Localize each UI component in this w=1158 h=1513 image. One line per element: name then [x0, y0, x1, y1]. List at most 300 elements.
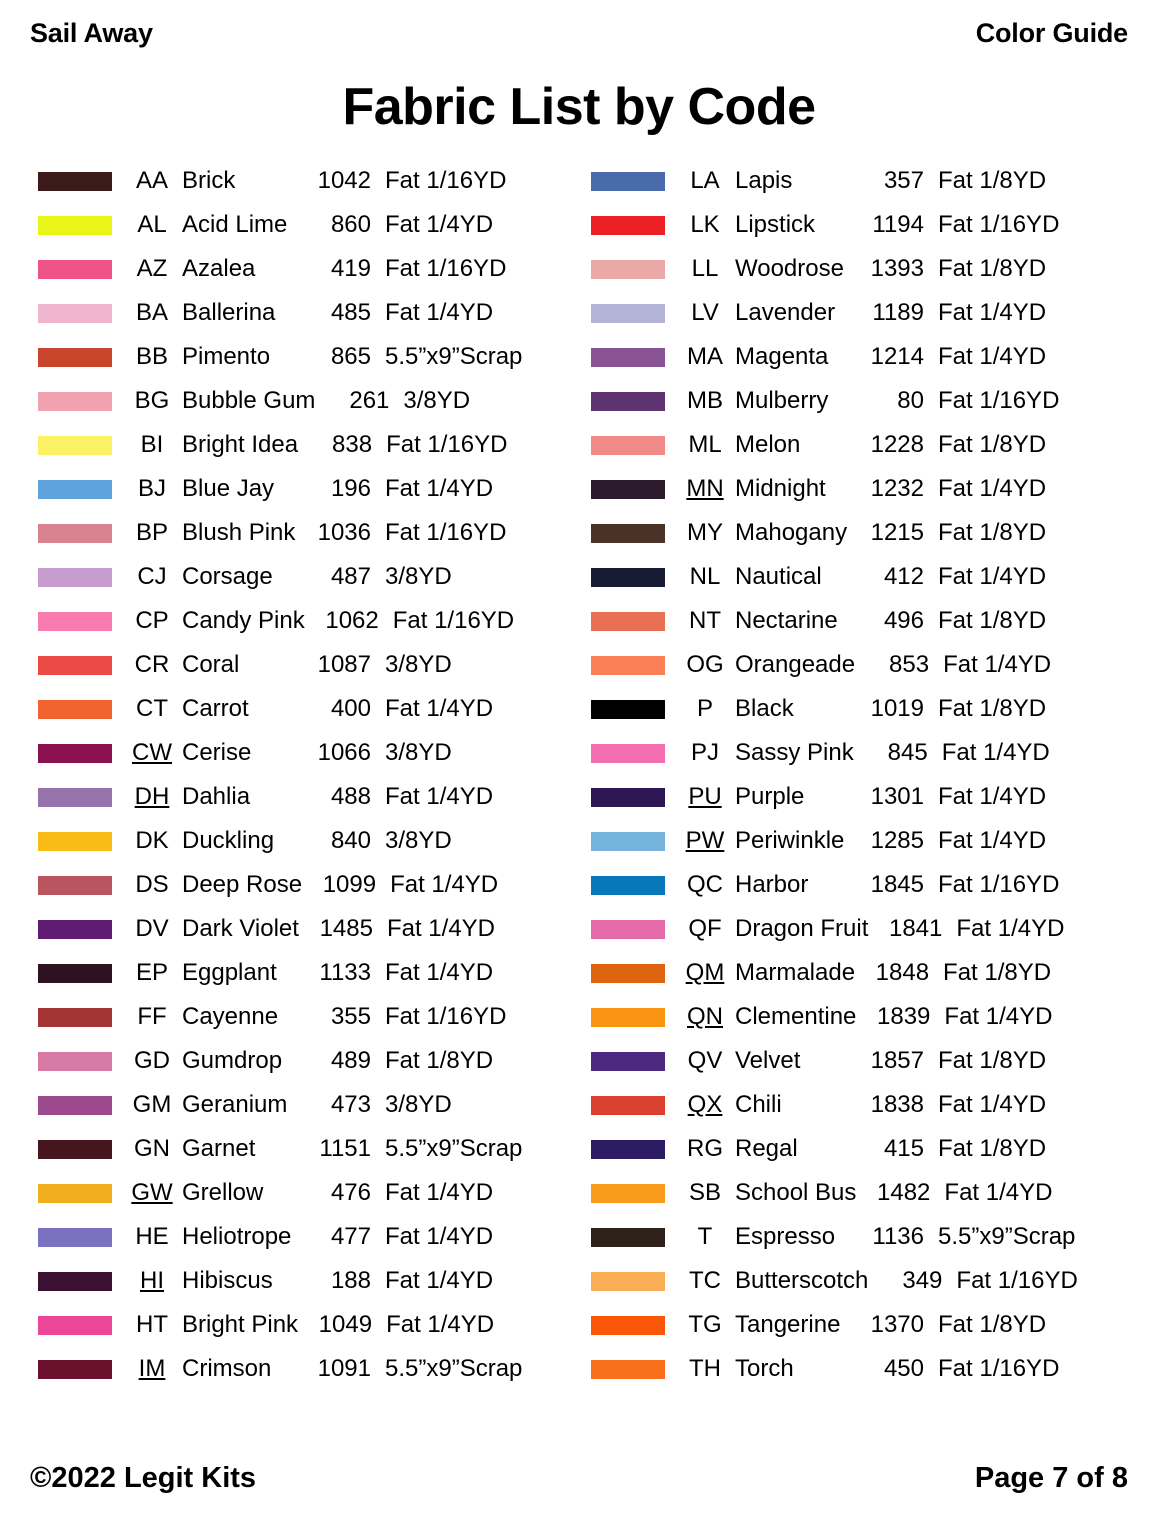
fabric-cut-size: Fat 1/4YD — [385, 1179, 494, 1206]
fabric-code: ML — [688, 431, 722, 458]
fabric-number: 80 — [897, 387, 924, 414]
fabric-number: 1482 — [877, 1179, 931, 1206]
fabric-row — [26, 1083, 579, 1127]
fabric-name: Bright Idea — [182, 431, 299, 458]
color-swatch — [591, 216, 665, 235]
fabric-code: T — [697, 1223, 713, 1250]
fabric-number: 415 — [883, 1135, 924, 1162]
color-swatch — [591, 656, 665, 675]
fabric-code: RG — [687, 1135, 723, 1162]
fabric-cut-size: Fat 1/4YD — [938, 783, 1047, 810]
fabric-name: Mulberry — [735, 387, 829, 414]
fabric-name: Candy Pink — [182, 607, 305, 634]
color-swatch — [591, 832, 665, 851]
fabric-name: Periwinkle — [735, 827, 845, 854]
fabric-cut-size: Fat 1/4YD — [385, 1267, 494, 1294]
color-swatch — [38, 876, 112, 895]
fabric-number: 1066 — [317, 739, 371, 766]
fabric-name: Chili — [735, 1091, 782, 1118]
fabric-code: PJ — [690, 739, 719, 766]
fabric-number: 1133 — [319, 959, 371, 986]
fabric-name: Eggplant — [182, 959, 277, 986]
color-swatch — [38, 656, 112, 675]
fabric-column-left — [26, 159, 579, 1448]
fabric-row — [579, 1083, 1132, 1127]
fabric-name: Acid Lime — [182, 211, 288, 238]
fabric-row — [579, 775, 1132, 819]
fabric-code: QV — [687, 1047, 723, 1074]
fabric-code: GW — [131, 1179, 173, 1206]
fabric-code: BI — [140, 431, 164, 458]
color-swatch — [38, 1184, 112, 1203]
fabric-cut-size: Fat 1/4YD — [941, 739, 1050, 766]
fabric-cut-size: Fat 1/4YD — [943, 651, 1052, 678]
fabric-number: 838 — [332, 431, 373, 458]
fabric-cut-size: Fat 1/4YD — [938, 475, 1047, 502]
fabric-number: 349 — [902, 1267, 943, 1294]
color-swatch — [591, 964, 665, 983]
fabric-number: 1099 — [322, 871, 377, 898]
fabric-code: GM — [132, 1091, 172, 1118]
fabric-number: 853 — [889, 651, 930, 678]
fabric-code: QX — [687, 1091, 723, 1118]
fabric-code: BB — [135, 343, 168, 370]
fabric-code: MB — [687, 387, 723, 414]
fabric-number: 1042 — [317, 167, 371, 194]
fabric-row — [579, 511, 1132, 555]
fabric-row — [26, 819, 579, 863]
fabric-number: 1232 — [870, 475, 924, 502]
fabric-name: Velvet — [735, 1047, 801, 1074]
fabric-code: AL — [137, 211, 167, 238]
color-swatch — [38, 1052, 112, 1071]
fabric-number: 400 — [330, 695, 371, 722]
color-swatch — [38, 612, 112, 631]
fabric-row — [579, 1347, 1132, 1391]
fabric-code: MN — [686, 475, 724, 502]
color-swatch — [38, 1360, 112, 1379]
fabric-number: 357 — [883, 167, 924, 194]
fabric-row — [26, 203, 579, 247]
fabric-cut-size: Fat 1/4YD — [385, 783, 494, 810]
fabric-cut-size: Fat 1/4YD — [944, 1179, 1053, 1206]
fabric-number: 1845 — [870, 871, 924, 898]
fabric-code: FF — [137, 1003, 167, 1030]
fabric-cut-size: Fat 1/8YD — [938, 1311, 1047, 1338]
fabric-number: 860 — [330, 211, 371, 238]
fabric-row — [26, 995, 579, 1039]
fabric-number: 1839 — [877, 1003, 931, 1030]
fabric-cut-size: Fat 1/8YD — [938, 167, 1047, 194]
copyright: ©2022 Legit Kits — [30, 1462, 257, 1494]
fabric-row — [579, 599, 1132, 643]
fabric-code: LK — [690, 211, 720, 238]
fabric-code: PW — [685, 827, 725, 854]
fabric-name: Sassy Pink — [735, 739, 854, 766]
color-swatch — [38, 1272, 112, 1291]
fabric-cut-size: 5.5”x9”Scrap — [938, 1223, 1076, 1250]
fabric-number: 1301 — [870, 783, 924, 810]
fabric-number: 1214 — [870, 343, 924, 370]
fabric-row — [26, 599, 579, 643]
fabric-code: TC — [689, 1267, 721, 1294]
color-swatch — [38, 964, 112, 983]
color-swatch — [38, 788, 112, 807]
fabric-name: Cayenne — [182, 1003, 279, 1030]
fabric-number: 412 — [883, 563, 924, 590]
page-header — [26, 18, 1132, 49]
fabric-name: Garnet — [182, 1135, 256, 1162]
fabric-cut-size: Fat 1/4YD — [385, 475, 494, 502]
color-swatch — [591, 348, 665, 367]
fabric-cut-size: Fat 1/4YD — [385, 959, 494, 986]
fabric-number: 1049 — [318, 1311, 373, 1338]
color-swatch — [591, 700, 665, 719]
color-swatch — [591, 480, 665, 499]
fabric-cut-size: Fat 1/16YD — [956, 1267, 1078, 1294]
fabric-row — [579, 1039, 1132, 1083]
fabric-name: Grellow — [182, 1179, 264, 1206]
fabric-row — [579, 1215, 1132, 1259]
color-swatch — [591, 436, 665, 455]
fabric-cut-size: 3/8YD — [385, 739, 452, 766]
fabric-code: DK — [135, 827, 169, 854]
fabric-code: TH — [689, 1355, 721, 1382]
fabric-cut-size: Fat 1/16YD — [392, 607, 515, 634]
fabric-name: Brick — [182, 167, 236, 194]
fabric-row — [26, 951, 579, 995]
fabric-name: Hibiscus — [182, 1267, 273, 1294]
fabric-row — [579, 1171, 1132, 1215]
fabric-cut-size: Fat 1/8YD — [938, 607, 1047, 634]
fabric-number: 477 — [330, 1223, 371, 1250]
fabric-row — [579, 995, 1132, 1039]
fabric-code: AA — [135, 167, 168, 194]
fabric-code: HI — [140, 1267, 164, 1294]
fabric-code: OG — [686, 651, 724, 678]
fabric-code: BG — [134, 387, 170, 414]
fabric-row — [579, 643, 1132, 687]
color-swatch — [38, 1140, 112, 1159]
color-swatch — [38, 260, 112, 279]
color-swatch — [591, 1052, 665, 1071]
fabric-number: 1019 — [870, 695, 924, 722]
fabric-row — [579, 247, 1132, 291]
fabric-cut-size: Fat 1/4YD — [385, 299, 494, 326]
fabric-number: 488 — [330, 783, 371, 810]
fabric-code: DH — [134, 783, 170, 810]
fabric-name: Dahlia — [182, 783, 251, 810]
fabric-row — [26, 1347, 579, 1391]
fabric-name: Nectarine — [735, 607, 838, 634]
color-swatch — [591, 744, 665, 763]
fabric-cut-size: 5.5”x9”Scrap — [385, 1135, 523, 1162]
fabric-code: DV — [135, 915, 169, 942]
color-swatch — [591, 1140, 665, 1159]
fabric-name: Melon — [735, 431, 801, 458]
fabric-name: Midnight — [735, 475, 826, 502]
fabric-number: 1848 — [875, 959, 930, 986]
fabric-cut-size: Fat 1/8YD — [943, 959, 1052, 986]
fabric-code: GN — [134, 1135, 170, 1162]
fabric-name: School Bus — [735, 1179, 857, 1206]
color-swatch — [591, 1008, 665, 1027]
fabric-code: QC — [687, 871, 723, 898]
fabric-name: Gumdrop — [182, 1047, 283, 1074]
fabric-number: 1485 — [319, 915, 373, 942]
fabric-row — [26, 643, 579, 687]
color-swatch — [38, 524, 112, 543]
fabric-row — [26, 1171, 579, 1215]
color-swatch — [591, 1272, 665, 1291]
fabric-cut-size: Fat 1/4YD — [938, 563, 1047, 590]
fabric-cut-size: Fat 1/16YD — [386, 431, 508, 458]
fabric-cut-size: Fat 1/8YD — [938, 431, 1047, 458]
fabric-name: Bubble Gum — [182, 387, 316, 414]
fabric-code: MY — [687, 519, 723, 546]
color-swatch — [591, 260, 665, 279]
fabric-cut-size: Fat 1/16YD — [938, 211, 1060, 238]
fabric-code: P — [696, 695, 713, 722]
fabric-number: 1087 — [317, 651, 371, 678]
color-swatch — [591, 1096, 665, 1115]
fabric-cut-size: 5.5”x9”Scrap — [385, 343, 523, 370]
page-footer — [26, 1462, 1132, 1495]
fabric-name: Tangerine — [735, 1311, 841, 1338]
guide-label: Color Guide — [975, 18, 1128, 48]
fabric-code: NL — [689, 563, 721, 590]
fabric-row — [26, 907, 579, 951]
color-swatch — [591, 612, 665, 631]
fabric-name: Nautical — [735, 563, 822, 590]
color-swatch — [38, 568, 112, 587]
fabric-row — [579, 1127, 1132, 1171]
fabric-cut-size: Fat 1/4YD — [938, 1091, 1047, 1118]
fabric-code: AZ — [136, 255, 168, 282]
fabric-number: 1136 — [872, 1223, 924, 1250]
color-swatch — [38, 1096, 112, 1115]
color-swatch — [591, 392, 665, 411]
fabric-number: 845 — [887, 739, 928, 766]
fabric-name: Duckling — [182, 827, 275, 854]
color-swatch — [38, 392, 112, 411]
fabric-code: LV — [691, 299, 719, 326]
fabric-row — [26, 159, 579, 203]
fabric-name: Black — [735, 695, 794, 722]
color-swatch — [38, 1008, 112, 1027]
color-swatch — [38, 700, 112, 719]
fabric-name: Harbor — [735, 871, 809, 898]
fabric-cut-size: Fat 1/4YD — [385, 1223, 494, 1250]
fabric-row — [579, 203, 1132, 247]
fabric-code: CP — [135, 607, 169, 634]
fabric-number: 188 — [330, 1267, 371, 1294]
fabric-code: HE — [135, 1223, 169, 1250]
fabric-name: Azalea — [182, 255, 256, 282]
fabric-cut-size: Fat 1/4YD — [386, 915, 495, 942]
fabric-row — [26, 291, 579, 335]
fabric-number: 419 — [330, 255, 371, 282]
fabric-number: 865 — [330, 343, 371, 370]
fabric-name: Deep Rose — [182, 871, 303, 898]
fabric-number: 1215 — [870, 519, 924, 546]
fabric-code: CJ — [137, 563, 167, 590]
fabric-row — [26, 379, 579, 423]
fabric-name: Pimento — [182, 343, 271, 370]
fabric-row — [579, 423, 1132, 467]
fabric-code: QF — [688, 915, 722, 942]
fabric-number: 450 — [883, 1355, 924, 1382]
fabric-name: Cerise — [182, 739, 252, 766]
fabric-code: TG — [688, 1311, 722, 1338]
fabric-cut-size: Fat 1/4YD — [944, 1003, 1053, 1030]
color-swatch — [38, 832, 112, 851]
fabric-name: Blush Pink — [182, 519, 296, 546]
color-swatch — [591, 1360, 665, 1379]
fabric-row — [26, 863, 579, 907]
fabric-row — [26, 335, 579, 379]
fabric-code: LA — [690, 167, 720, 194]
fabric-name: Lipstick — [735, 211, 816, 238]
fabric-code: QM — [685, 959, 725, 986]
fabric-code: NT — [689, 607, 721, 634]
fabric-number: 355 — [330, 1003, 371, 1030]
fabric-code: SB — [688, 1179, 721, 1206]
fabric-cut-size: Fat 1/16YD — [938, 387, 1060, 414]
fabric-name: Dragon Fruit — [735, 915, 869, 942]
fabric-row — [26, 731, 579, 775]
fabric-code: CW — [132, 739, 172, 766]
fabric-code: EP — [135, 959, 168, 986]
fabric-cut-size: 5.5”x9”Scrap — [385, 1355, 523, 1382]
fabric-number: 1062 — [325, 607, 379, 634]
fabric-cut-size: Fat 1/8YD — [938, 255, 1047, 282]
color-swatch — [591, 172, 665, 191]
fabric-row — [579, 1303, 1132, 1347]
page-number: Page 7 of 8 — [974, 1462, 1128, 1494]
fabric-code: DS — [135, 871, 169, 898]
fabric-cut-size: Fat 1/16YD — [385, 519, 507, 546]
fabric-cut-size: Fat 1/8YD — [938, 1135, 1047, 1162]
fabric-row — [26, 1259, 579, 1303]
fabric-number: 1393 — [870, 255, 924, 282]
color-swatch — [38, 480, 112, 499]
fabric-row — [579, 863, 1132, 907]
fabric-cut-size: Fat 1/16YD — [385, 1003, 507, 1030]
fabric-row — [26, 775, 579, 819]
color-swatch — [38, 1228, 112, 1247]
fabric-row — [579, 291, 1132, 335]
fabric-row — [579, 951, 1132, 995]
fabric-row — [579, 467, 1132, 511]
fabric-row — [26, 1303, 579, 1347]
fabric-code: MA — [687, 343, 723, 370]
fabric-code: BP — [135, 519, 168, 546]
fabric-name: Mahogany — [735, 519, 848, 546]
fabric-name: Ballerina — [182, 299, 276, 326]
fabric-name: Carrot — [182, 695, 249, 722]
fabric-code: CT — [136, 695, 168, 722]
fabric-number: 1194 — [872, 211, 924, 238]
fabric-cut-size: Fat 1/8YD — [938, 1047, 1047, 1074]
fabric-cut-size: Fat 1/4YD — [956, 915, 1065, 942]
fabric-cut-size: Fat 1/8YD — [385, 1047, 494, 1074]
quilt-name: Sail Away — [30, 18, 153, 48]
fabric-cut-size: Fat 1/16YD — [938, 871, 1060, 898]
fabric-name: Torch — [735, 1355, 794, 1382]
fabric-code: GD — [134, 1047, 170, 1074]
fabric-number: 476 — [330, 1179, 371, 1206]
fabric-code: HT — [136, 1311, 168, 1338]
color-swatch — [38, 436, 112, 455]
fabric-number: 487 — [330, 563, 371, 590]
fabric-row — [26, 1039, 579, 1083]
fabric-number: 1285 — [870, 827, 924, 854]
fabric-row — [579, 159, 1132, 203]
color-swatch — [38, 172, 112, 191]
fabric-cut-size: Fat 1/4YD — [385, 211, 494, 238]
fabric-cut-size: Fat 1/4YD — [938, 299, 1047, 326]
fabric-cut-size: Fat 1/8YD — [938, 695, 1047, 722]
fabric-row — [26, 467, 579, 511]
fabric-code: PU — [688, 783, 722, 810]
color-swatch — [38, 304, 112, 323]
fabric-number: 1151 — [319, 1135, 371, 1162]
fabric-cut-size: Fat 1/16YD — [385, 167, 507, 194]
fabric-row — [26, 511, 579, 555]
fabric-cut-size: Fat 1/4YD — [390, 871, 499, 898]
fabric-number: 1228 — [870, 431, 924, 458]
fabric-cut-size: Fat 1/4YD — [938, 343, 1047, 370]
fabric-row — [579, 335, 1132, 379]
fabric-name: Woodrose — [735, 255, 844, 282]
color-swatch — [591, 304, 665, 323]
fabric-name: Coral — [182, 651, 240, 678]
fabric-row — [579, 731, 1132, 775]
color-swatch — [38, 216, 112, 235]
fabric-cut-size: 3/8YD — [385, 827, 452, 854]
fabric-row — [579, 687, 1132, 731]
fabric-number: 1091 — [317, 1355, 371, 1382]
fabric-row — [26, 1127, 579, 1171]
fabric-number: 1036 — [317, 519, 371, 546]
fabric-cut-size: Fat 1/16YD — [938, 1355, 1060, 1382]
fabric-name: Espresso — [735, 1223, 836, 1250]
fabric-row — [26, 555, 579, 599]
fabric-code: LL — [691, 255, 719, 282]
fabric-row — [579, 819, 1132, 863]
fabric-name: Clementine — [735, 1003, 857, 1030]
fabric-name: Crimson — [182, 1355, 272, 1382]
fabric-name: Butterscotch — [735, 1267, 869, 1294]
fabric-number: 1857 — [870, 1047, 924, 1074]
fabric-cut-size: 3/8YD — [403, 387, 471, 414]
color-swatch — [591, 1184, 665, 1203]
fabric-cut-size: 3/8YD — [385, 1091, 452, 1118]
fabric-number: 496 — [883, 607, 924, 634]
fabric-number: 1841 — [889, 915, 943, 942]
fabric-cut-size: Fat 1/4YD — [938, 827, 1047, 854]
color-swatch — [591, 1228, 665, 1247]
color-swatch — [591, 1316, 665, 1335]
fabric-code: BA — [135, 299, 168, 326]
color-swatch — [591, 524, 665, 543]
fabric-row — [26, 423, 579, 467]
fabric-number: 261 — [349, 387, 390, 414]
fabric-name: Lapis — [735, 167, 793, 194]
fabric-name: Bright Pink — [182, 1311, 299, 1338]
fabric-columns — [26, 159, 1132, 1448]
